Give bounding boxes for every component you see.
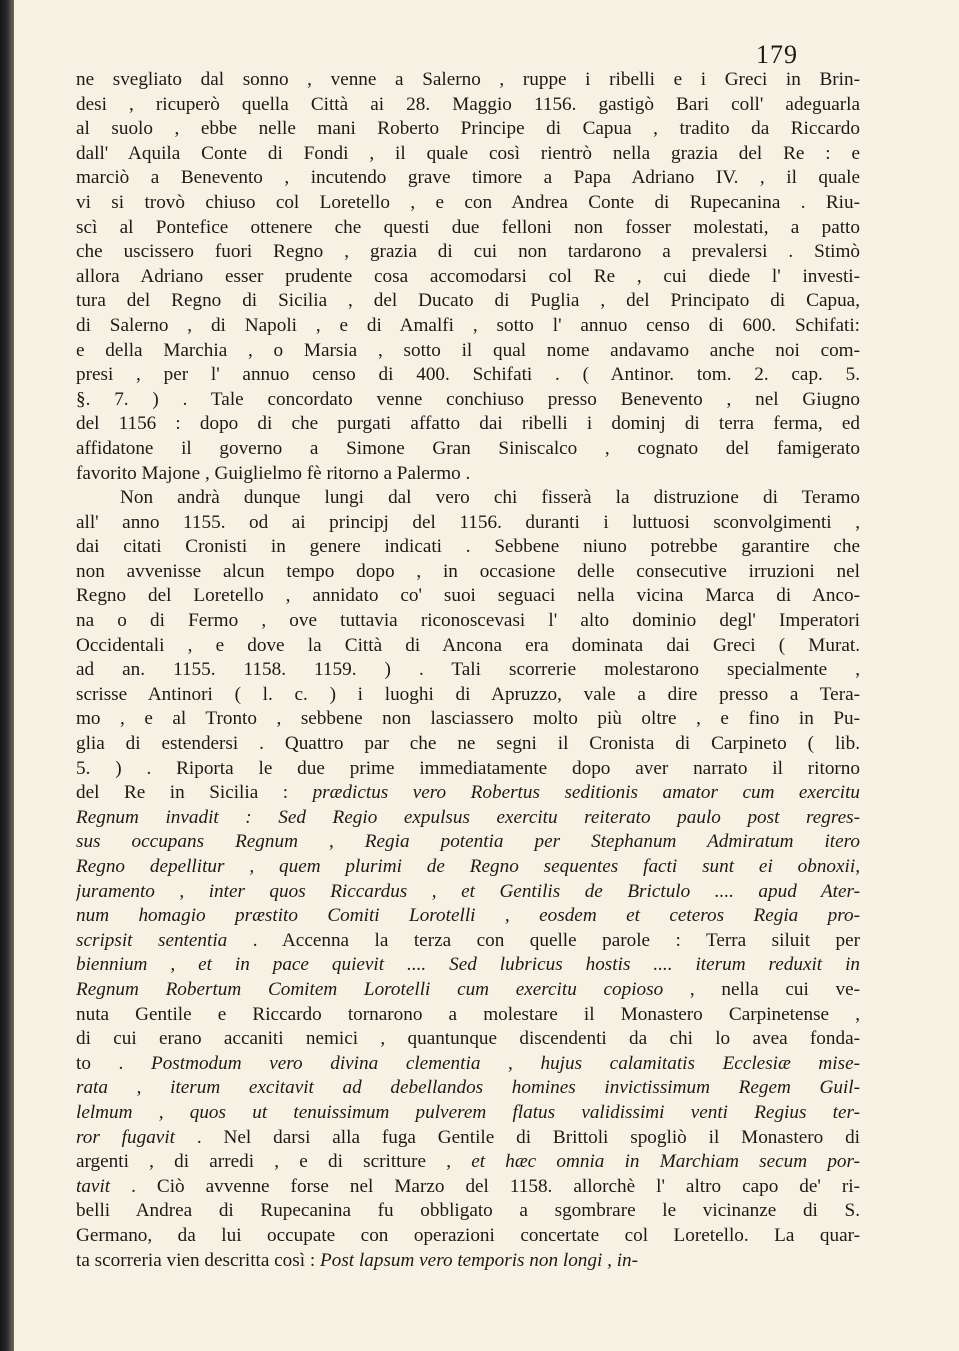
text-line: affidatone il governo a Simone Gran Siniscalco , cognato del famigerato [76, 437, 860, 459]
text-line: Regnum Robertum Comitem Lorotelli cum exercitu copioso , nella cui ve- [76, 978, 860, 1000]
text-line: §. 7. ) . Tale concordato venne conchiuso presso Benevento , nel Giugno [76, 388, 860, 410]
text-line: na o di Fermo , ove tuttavia riconoscevasi l' alto dominio degl' Imperatori [76, 610, 860, 632]
text-line: Regnum invadit : Sed Regio expulsus exercitu reiterato paulo post regres- [76, 806, 860, 828]
text-line: ad an. 1155. 1158. 1159. ) . Tali scorrerie molestarono specialmente , [76, 659, 860, 681]
text-line: marciò a Benevento , incutendo grave timore a Papa Adriano IV. , il quale [76, 167, 860, 189]
text-line: 5. ) . Riporta le due prime immediatamente dopo aver narrato il ritorno [76, 757, 860, 779]
text-line: biennium , et in pace quievit .... Sed lubricus hostis .... iterum reduxit in [76, 954, 860, 976]
text-line: che uscissero fuori Regno , grazia di cui non tardarono a prevalersi . Stimò [76, 241, 860, 263]
text-line: Non andrà dunque lungi dal vero chi fisserà la distruzione di Teramo [120, 487, 860, 509]
text-line: al suolo , ebbe nelle mani Roberto Principe di Capua , tradito da Riccardo [76, 118, 860, 140]
text-line: tura del Regno di Sicilia , del Ducato di Puglia , del Principato di Capua, [76, 290, 860, 312]
text-line: Occidentali , e dove la Città di Ancona era dominata dai Greci ( Murat. [76, 634, 860, 656]
text-line: mo , e al Tronto , sebbene non lasciassero molto più oltre , e fino in Pu- [76, 708, 860, 730]
text-line: allora Adriano esser prudente cosa accomodarsi col Re , cui diede l' investi- [76, 265, 860, 287]
text-line: lelmum , quos ut tenuissimum pulverem flatus validissimi venti Regius ter- [76, 1101, 860, 1123]
text-line: Germano, da lui occupate con operazioni concertate col Loretello. La quar- [76, 1224, 860, 1246]
text-line: num homagio præstito Comiti Lorotelli , eosdem et ceteros Regia pro- [76, 905, 860, 927]
text-line: Regno del Loretello , annidato co' suoi seguaci nella vicina Marca di Anco- [76, 585, 860, 607]
text-line: rata , iterum excitavit ad debellandos homines invictissimum Regem Guil- [76, 1077, 860, 1099]
text-line: desi , ricuperò quella Città ai 28. Maggio 1156. gastigò Bari coll' adeguarla [76, 93, 860, 115]
text-line: argenti , di arredi , e di scritture , et hæc omnia in Marchiam secum por- [76, 1151, 860, 1173]
text-line: favorito Majone , Guiglielmo fè ritorno a Palermo . [76, 462, 471, 484]
text-line: juramento , inter quos Riccardus , et Gentilis de Brictulo .... apud Ater- [76, 880, 860, 902]
text-line: ror fugavit . Nel darsi alla fuga Gentile di Brittoli spogliò il Monastero di [76, 1126, 860, 1148]
text-line: scripsit sententia . Accenna la terza con quelle parole : Terra siluit per [76, 929, 860, 951]
text-line: to . Postmodum vero divina clementia , hujus calamitatis Ecclesiæ mise- [76, 1052, 860, 1074]
text-line: sus occupans Regnum , Regia potentia per Stephanum Admiratum itero [76, 831, 860, 853]
text-line: vi si trovò chiuso col Loretello , e con Andrea Conte di Rupecanina . Riu- [76, 191, 860, 213]
text-line: dai citati Cronisti in genere indicati . Sebbene niuno potrebbe garantire che [76, 536, 860, 558]
page-number: 179 [756, 40, 798, 69]
text-line: glia di estendersi . Quattro par che ne segni il Cronista di Carpineto ( lib. [76, 733, 860, 755]
text-line: presi , per l' annuo censo di 400. Schifati . ( Antinor. tom. 2. cap. 5. [76, 364, 860, 386]
text-line: belli Andrea di Rupecanina fu obbligato a sgombrare le vicinanze di S. [76, 1200, 860, 1222]
text-line: del Re in Sicilia : prædictus vero Robertus seditionis amator cum exercitu [76, 782, 860, 804]
text-line: scrisse Antinori ( l. c. ) i luoghi di Apruzzo, vale a dire presso a Tera- [76, 683, 860, 705]
text-line: di cui erano accaniti nemici , quantunque discendenti da chi lo avea fonda- [76, 1028, 860, 1050]
text-line: e della Marchia , o Marsia , sotto il qual nome andavamo anche noi com- [76, 339, 860, 361]
text-line: ta scorreria vien descritta così : Post lapsum vero temporis non longi , in- [76, 1249, 639, 1271]
text-line: scì al Pontefice ottenere che questi due felloni non fosser molestati, a patto [76, 216, 860, 238]
text-line: Regno depellitur , quem plurimi de Regno sequentes facti sunt ei obnoxii, [76, 856, 860, 877]
text-line: all' anno 1155. od ai principj del 1156. duranti i luttuosi sconvolgimenti , [76, 511, 860, 533]
text-line: di Salerno , di Napoli , e di Amalfi , sotto l' annuo censo di 600. Schifati: [76, 314, 860, 336]
body-text [76, 68, 860, 1273]
text-line: dall' Aquila Conte di Fondi , il quale così rientrò nella grazia del Re : e [76, 142, 860, 164]
book-gutter-edge [0, 0, 14, 1351]
text-line: non avvenisse alcun tempo dopo , in occasione delle consecutive irruzioni nel [76, 560, 860, 582]
text-line: nuta Gentile e Riccardo tornarono a molestare il Monastero Carpinetense , [76, 1003, 860, 1025]
text-line: ne svegliato dal sonno , venne a Salerno , ruppe i ribelli e i Greci in Brin- [76, 69, 860, 90]
text-line: del 1156 : dopo di che purgati affatto dai ribelli i dominj di terra ferma, ed [76, 413, 860, 435]
text-line: tavit . Ciò avvenne forse nel Marzo del 1158. allorchè l' altro capo de' ri- [76, 1175, 860, 1197]
